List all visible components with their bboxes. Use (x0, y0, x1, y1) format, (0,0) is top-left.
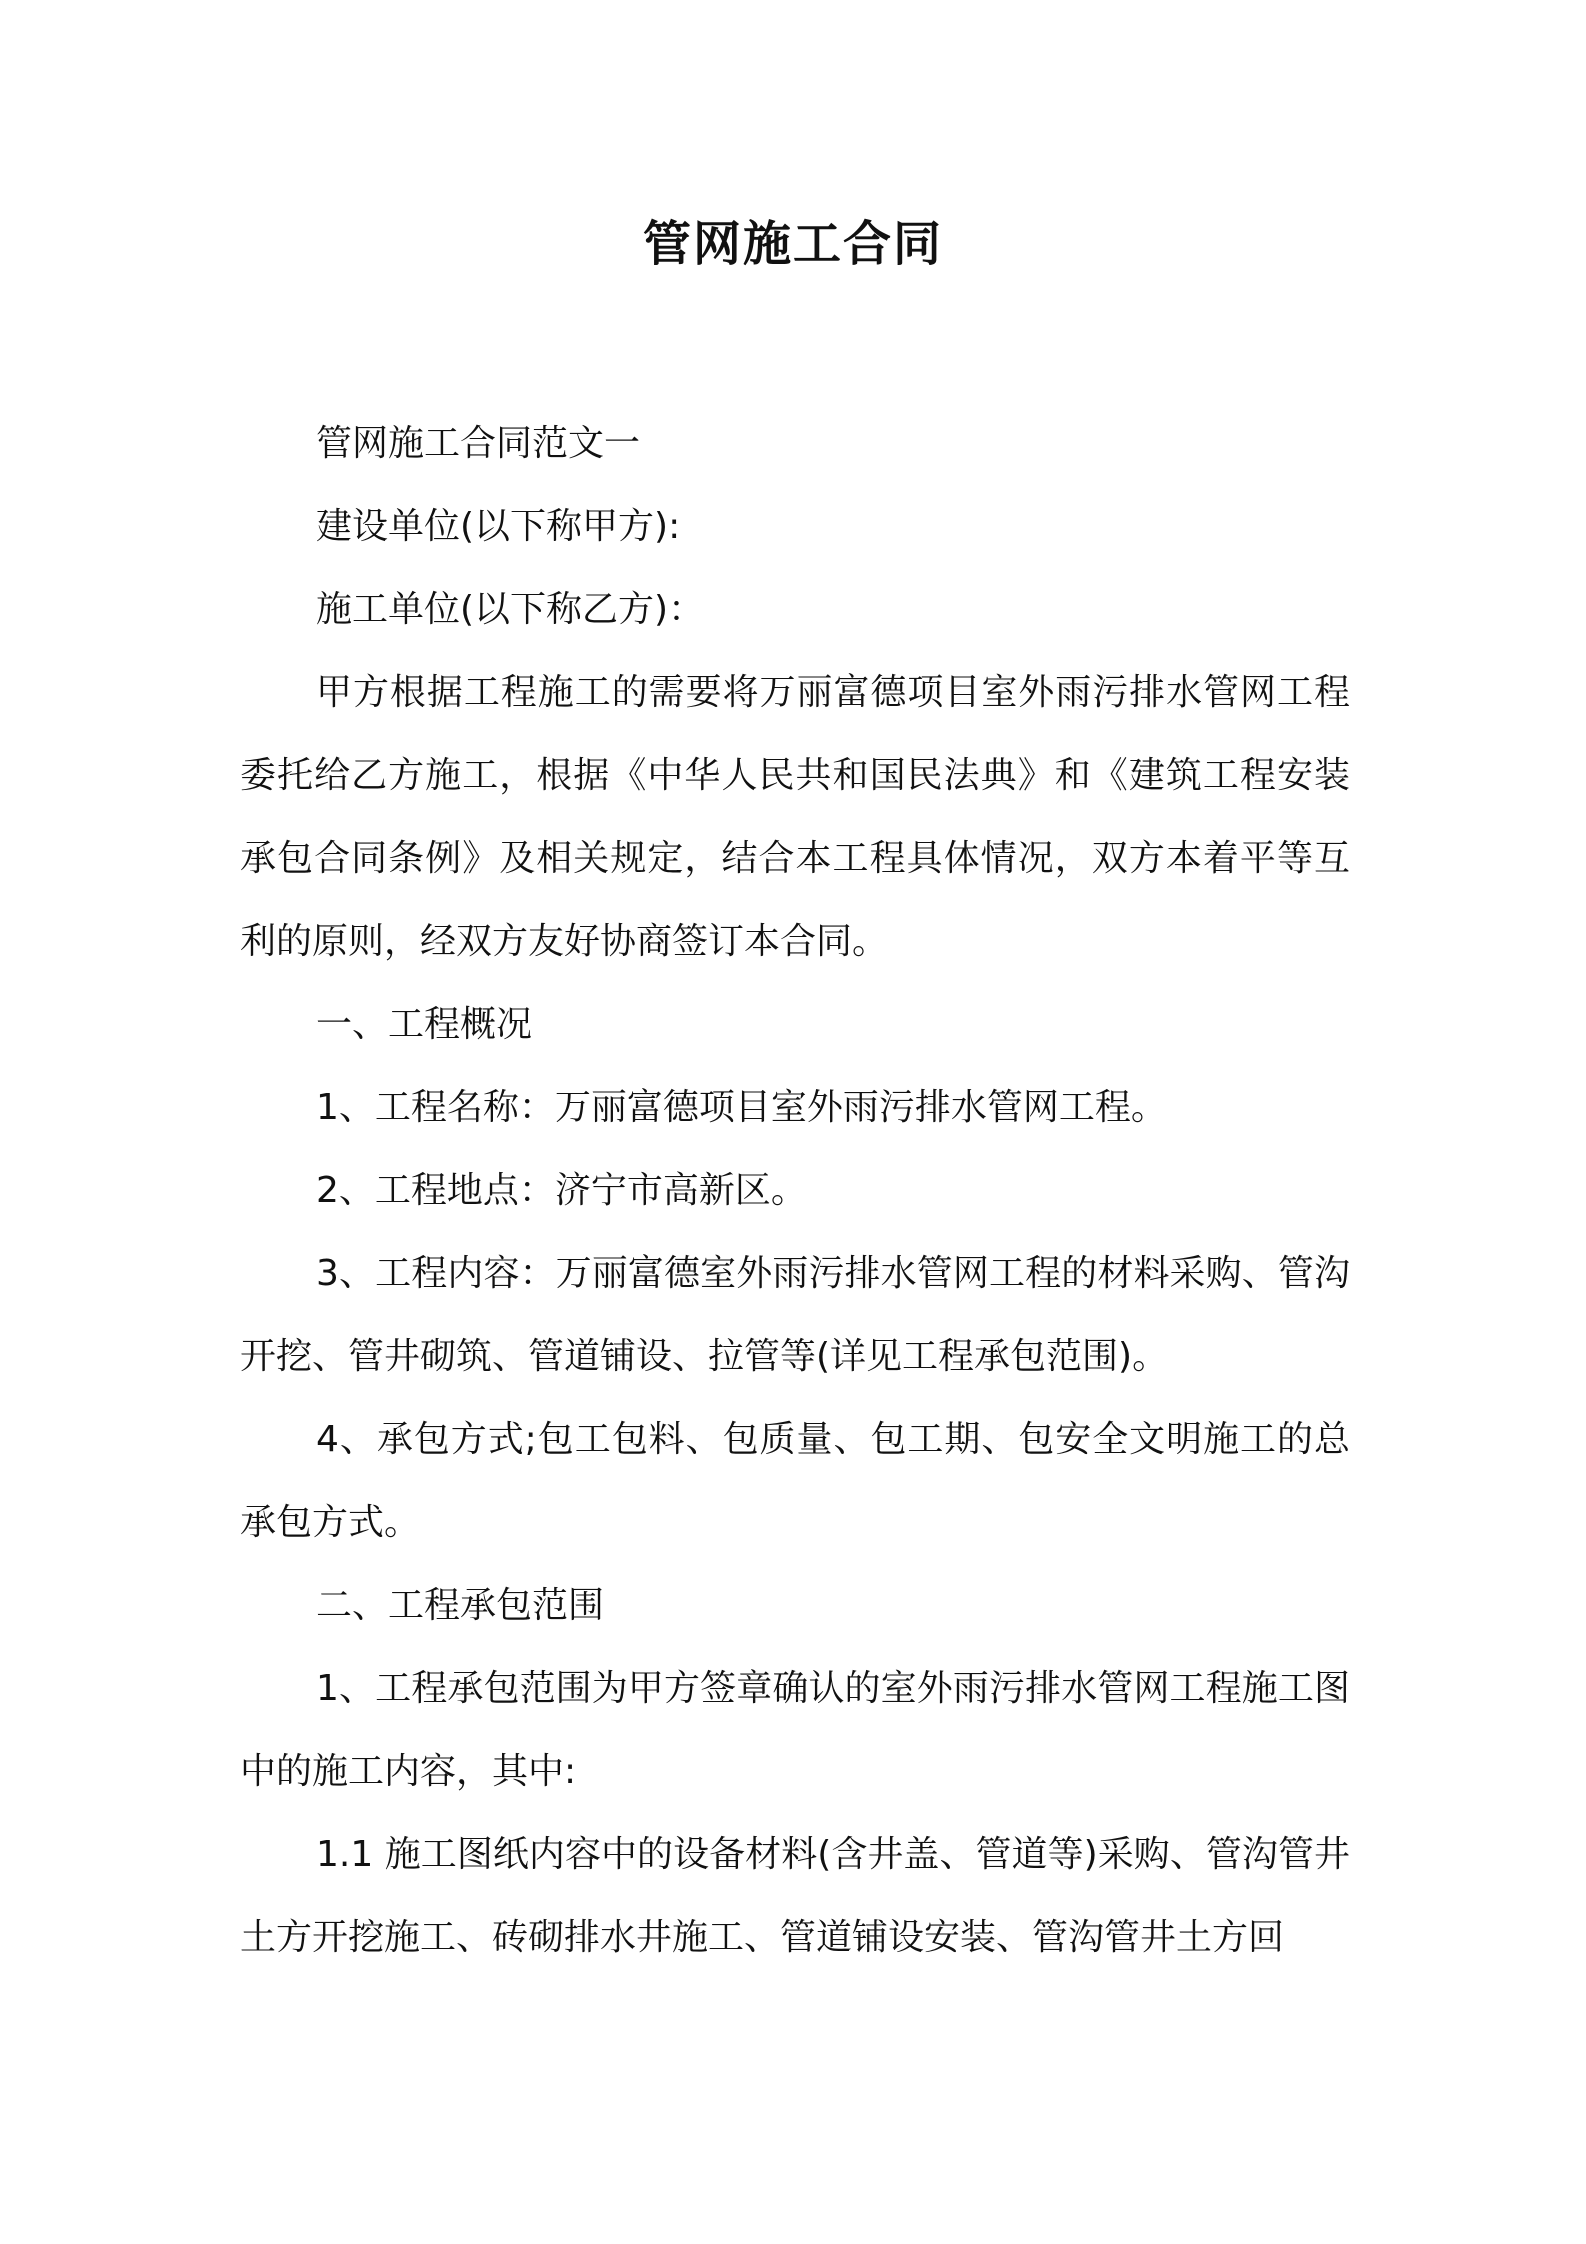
paragraph-contract-mode: 4、承包方式;包工包料、包质量、包工期、包安全文明施工的总承包方式。 (240, 1419, 1350, 1543)
paragraph-party-a: 建设单位(以下称甲方): (316, 506, 681, 547)
paragraph-template-heading: 管网施工合同范文一 (316, 423, 641, 464)
section-heading-scope: 二、工程承包范围 (316, 1585, 605, 1626)
paragraph-preamble: 甲方根据工程施工的需要将万丽富德项目室外雨污排水管网工程委托给乙方施工，根据《中华人民共和国民法典》和《建筑工程安装承包合同条例》及相关规定，结合本工程具体情况，双方本着平等互利的原则，经双方友好协商签订本合同。 (240, 672, 1350, 962)
paragraph-scope-1: 1、工程承包范围为甲方签章确认的室外雨污排水管网工程施工图中的施工内容，其中: (240, 1668, 1350, 1792)
document-body (240, 402, 1350, 1979)
paragraph-scope-1-1: 1.1 施工图纸内容中的设备材料(含井盖、管道等)采购、管沟管井土方开挖施工、砖砌排水井施工、管道铺设安装、管沟管井土方回 (240, 1834, 1350, 1958)
section-heading-overview: 一、工程概况 (316, 1004, 533, 1045)
paragraph-project-name: 1、工程名称：万丽富德项目室外雨污排水管网工程。 (316, 1087, 1167, 1128)
paragraph-project-content: 3、工程内容：万丽富德室外雨污排水管网工程的材料采购、管沟开挖、管井砌筑、管道铺设、拉管等(详见工程承包范围)。 (240, 1253, 1350, 1377)
document-title: 管网施工合同 (642, 216, 943, 272)
paragraph-party-b: 施工单位(以下称乙方)： (316, 589, 705, 630)
paragraph-project-location: 2、工程地点：济宁市高新区。 (316, 1170, 807, 1211)
